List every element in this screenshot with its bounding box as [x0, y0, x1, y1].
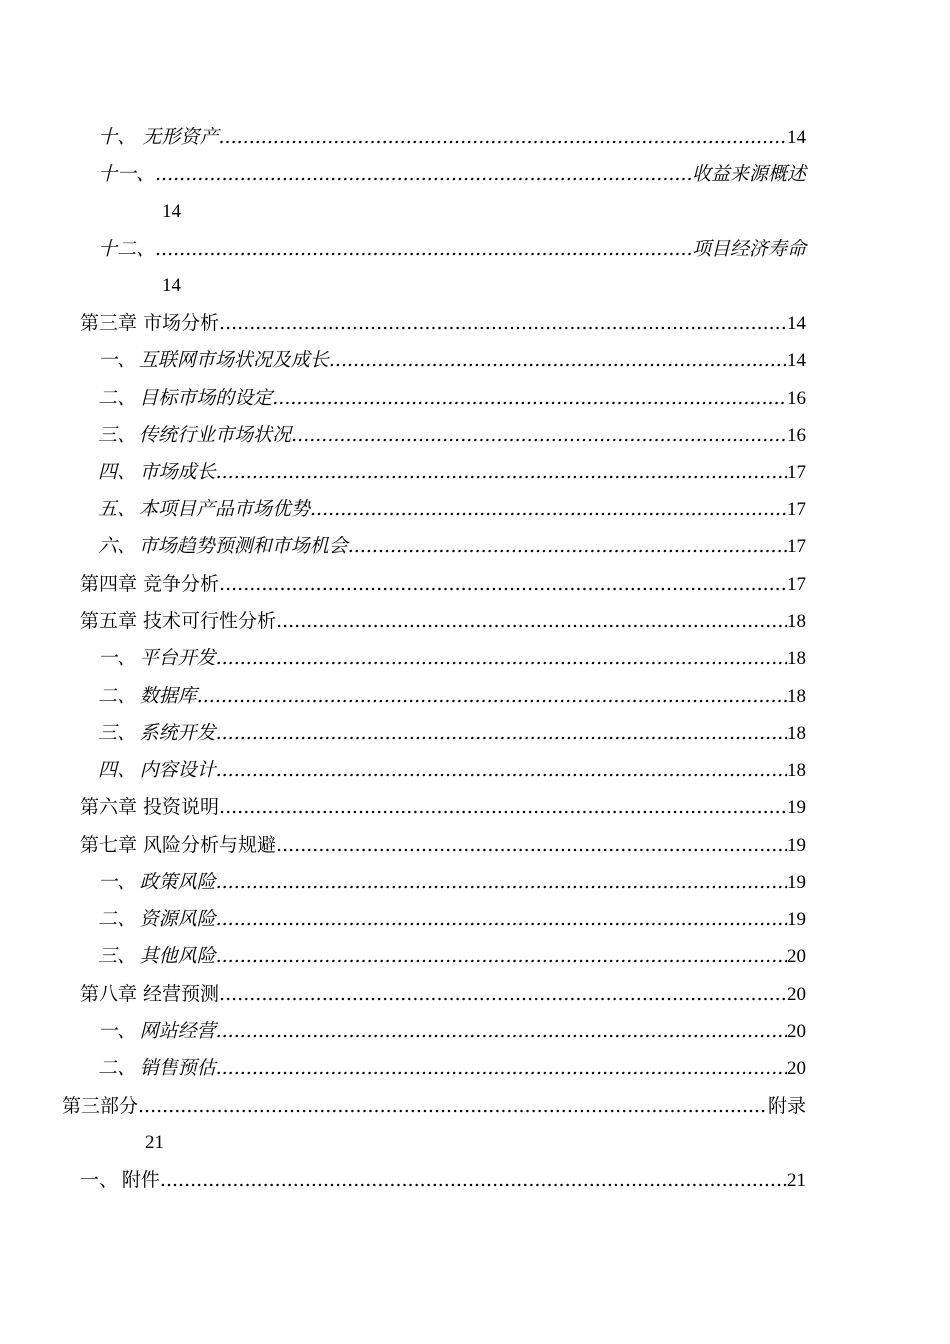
toc-entry-page: 14 [162, 201, 181, 222]
toc-entry-title: 第七章 风险分析与规避 [80, 834, 277, 856]
toc-entry-number: 三、 [98, 945, 137, 967]
toc-entry-page: 21 [145, 1132, 164, 1153]
toc-part[interactable] [62, 1091, 806, 1121]
toc-entry-title: 第四章 竞争分析 [80, 573, 220, 595]
toc-entry-page: 17 [787, 574, 806, 595]
toc-leader-dots [155, 234, 692, 264]
toc-entry-page: 14 [787, 350, 806, 371]
toc-entry-number: 五、 [98, 498, 137, 520]
toc-entry-page: 17 [787, 462, 806, 483]
toc-entry[interactable] [98, 345, 806, 375]
toc-leader-dots [310, 494, 787, 524]
toc-leader-dots [291, 420, 787, 450]
toc-leader-dots [155, 159, 692, 189]
toc-chapter[interactable] [80, 606, 806, 636]
toc-entry-title: 第三部分 [62, 1095, 139, 1117]
toc-entry-title: 网站经营 [139, 1020, 216, 1042]
toc-entry-page: 20 [787, 984, 806, 1005]
toc-entry-number: 一、 [80, 1169, 119, 1191]
toc-leader-dots [219, 122, 788, 152]
toc-entry-title: 无形资产 [142, 126, 219, 148]
toc-entry-number: 四、 [98, 759, 137, 781]
toc-entry-page: 19 [787, 872, 806, 893]
toc-entry-title: 第五章 技术可行性分析 [80, 610, 277, 632]
toc-entry[interactable] [98, 420, 806, 450]
toc-entry[interactable] [98, 867, 806, 897]
toc-chapter[interactable] [80, 308, 806, 338]
toc-entry-title: 资源风险 [139, 908, 216, 930]
toc-entry[interactable] [98, 383, 806, 413]
toc-entry-page: 16 [787, 425, 806, 446]
toc-entry-title: 平台开发 [139, 647, 216, 669]
toc-entry-title: 第三章 市场分析 [80, 312, 220, 334]
toc-entry-page: 20 [787, 1021, 806, 1042]
toc-entry-number: 十二、 [98, 238, 156, 260]
toc-chapter[interactable] [80, 979, 806, 1009]
toc-entry-page: 19 [787, 797, 806, 818]
toc-entry[interactable] [98, 941, 806, 971]
toc-entry-number: 三、 [98, 424, 137, 446]
toc-leader-dots [216, 457, 787, 487]
toc-entry-number: 一、 [98, 1020, 137, 1042]
toc-leader-dots [216, 643, 787, 673]
toc-entry[interactable] [98, 531, 806, 561]
toc-leader-dots [216, 1053, 787, 1083]
toc-leader-dots [272, 383, 787, 413]
toc-entry-number: 二、 [98, 1057, 137, 1079]
toc-entry[interactable] [98, 234, 806, 264]
toc-chapter[interactable] [80, 830, 806, 860]
toc-entry-title: 政策风险 [139, 871, 216, 893]
toc-entry[interactable] [98, 681, 806, 711]
toc-entry-title: 互联网市场状况及成长 [138, 349, 329, 371]
toc-entry-number: 一、 [98, 871, 137, 893]
toc-entry-title: 项目经济寿命 [691, 238, 806, 260]
toc-entry-title: 市场趋势预测和市场机会 [138, 535, 348, 557]
toc-entry-page: 18 [787, 723, 806, 744]
toc-entry[interactable] [98, 494, 806, 524]
toc-entry-title: 其他风险 [139, 945, 216, 967]
toc-entry-title: 系统开发 [139, 722, 216, 744]
toc-entry-title: 收益来源概述 [691, 163, 806, 185]
toc-leader-dots [138, 1091, 768, 1121]
toc-entry-title: 第六章 投资说明 [80, 796, 220, 818]
toc-entry[interactable] [98, 643, 806, 673]
toc-entry-title: 目标市场的设定 [139, 387, 273, 409]
toc-entry-page: 14 [162, 275, 181, 296]
toc-chapter[interactable] [80, 569, 806, 599]
toc-entry-page: 18 [787, 611, 806, 632]
toc-entry-title: 本项目产品市场优势 [138, 498, 310, 520]
toc-entry-title: 数据库 [139, 685, 197, 707]
toc-entry-number: 二、 [98, 685, 137, 707]
toc-entry[interactable] [80, 1165, 806, 1195]
toc-entry[interactable] [98, 718, 806, 748]
toc-entry-title: 传统行业市场状况 [139, 424, 292, 446]
toc-entry-title: 销售预估 [139, 1057, 216, 1079]
toc-leader-dots [216, 867, 787, 897]
toc-entry[interactable] [98, 1053, 806, 1083]
toc-entry-page: 17 [787, 536, 806, 557]
toc-entry-page: 19 [787, 909, 806, 930]
toc-leader-dots [329, 345, 787, 375]
toc-entry-page: 14 [787, 313, 806, 334]
toc-leader-dots [276, 606, 787, 636]
toc-leader-dots [219, 792, 787, 822]
toc-entry-number: 一、 [98, 647, 137, 669]
toc-entry-number: 三、 [98, 722, 137, 744]
toc-entry-title: 内容设计 [139, 759, 216, 781]
toc-entry-title: 附件 [121, 1169, 160, 1191]
toc-entry-page: 14 [787, 127, 806, 148]
toc-leader-dots [197, 681, 787, 711]
toc-entry[interactable] [98, 1016, 806, 1046]
toc-entry-number: 四、 [98, 461, 137, 483]
toc-entry-page: 16 [787, 388, 806, 409]
toc-leader-dots [216, 1016, 787, 1046]
toc-entry-title: 市场成长 [139, 461, 216, 483]
toc-leader-dots [160, 1165, 787, 1195]
toc-entry-number: 十、 [98, 126, 137, 148]
toc-entry-page: 17 [787, 499, 806, 520]
toc-entry[interactable] [98, 159, 806, 189]
toc-entry-page: 20 [787, 946, 806, 967]
toc-entry-page: 19 [787, 835, 806, 856]
toc-entry-number: 十一、 [98, 163, 156, 185]
toc-entry[interactable] [98, 904, 806, 934]
toc-leader-dots [216, 718, 787, 748]
toc-leader-dots [276, 830, 787, 860]
toc-leader-dots [216, 904, 787, 934]
toc-entry-number: 二、 [98, 908, 137, 930]
toc-leader-dots [219, 569, 787, 599]
toc-entry-number: 一、 [98, 349, 137, 371]
toc-leader-dots [219, 308, 787, 338]
toc-entry-page: 21 [787, 1170, 806, 1191]
toc-entry-number: 六、 [98, 535, 137, 557]
toc-entry[interactable] [98, 122, 806, 152]
toc-leader-dots [219, 979, 787, 1009]
toc-entry-page: 18 [787, 648, 806, 669]
toc-leader-dots [216, 755, 787, 785]
toc-entry-trailing: 附录 [767, 1095, 806, 1117]
toc-leader-dots [216, 941, 787, 971]
toc-entry-page: 20 [787, 1058, 806, 1079]
toc-chapter[interactable] [80, 792, 806, 822]
toc-leader-dots [348, 531, 787, 561]
toc-entry-title: 第八章 经营预测 [80, 983, 220, 1005]
toc-entry-number: 二、 [98, 387, 137, 409]
toc-entry[interactable] [98, 457, 806, 487]
toc-entry-page: 18 [787, 686, 806, 707]
toc-entry-page: 18 [787, 760, 806, 781]
toc-entry[interactable] [98, 755, 806, 785]
